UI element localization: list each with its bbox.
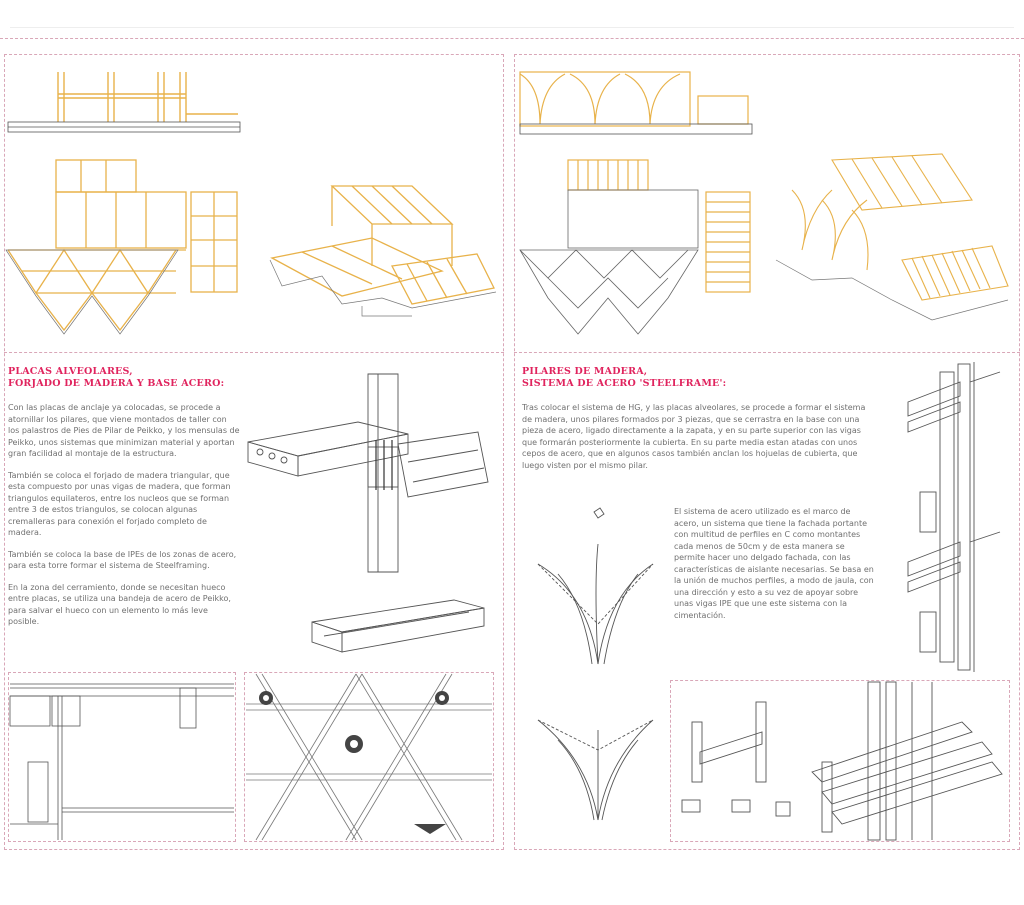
left-heading-line1: PLACAS ALVEOLARES,	[8, 366, 133, 377]
top-edge-line	[10, 27, 1014, 28]
steel-framing-detail	[672, 682, 1008, 840]
left-heading-line2: FORJADO DE MADERA Y BASE ACERO:	[8, 378, 225, 389]
left-axonometric-drawing	[262, 176, 498, 326]
tripod-column-plan	[528, 690, 668, 830]
left-paragraph: También se coloca la base de IPEs de los zonas de acero, para esta torre formar el sistema de Steelframing.	[8, 549, 237, 570]
column-connection-detail	[248, 372, 498, 582]
right-heading-line1: PILARES DE MADERA,	[522, 366, 648, 377]
right-mid-divider	[514, 352, 1020, 353]
left-body-text	[8, 402, 240, 638]
steel-frame-wall-detail	[900, 362, 1018, 672]
top-guide-line	[0, 38, 1024, 39]
right-paragraph-side: El sistema de acero utilizado es el marco de acero, un sistema que tiene la fachada portante con multitud de perfiles en C como montantes cada menos de 50cm y de esta manera se permite hacer uno delgado fachada, con las características de aislante necesarias. Se basa en la unión de muchos perfiles, a modo de jaula, con una dirección y esto a su vez de apoyar sobre unas vigas IPE que une este sistema con la cimentación.	[674, 507, 874, 620]
left-plan-drawing	[6, 158, 242, 338]
right-axonometric-drawing	[772, 150, 1012, 330]
right-body-text-side	[674, 506, 874, 631]
right-paragraph-top: Tras colocar el sistema de HG, y las placas alveolares, se procede a formar el sistema de madera, unos pilares formados por 3 piezas, que se cerrastra en la base con una pieza de acero, ligado directamente a la zapata, y en su parte superior con las vigas que formarán posteriormente la cubierta. En su parte media estan atadas con unos cepos de acero, que en algunos casos también anclan los hojuelas de cubierta, que luego visten por el mismo pilar.	[522, 403, 866, 470]
left-paragraph: También se coloca el forjado de madera triangular, que esta compuesto por unas vigas de madera, que forman triangulos equilateros, entre los nucleos que se forman entre 3 de estos triangulos, se colocan algunas cremalleras para conexión el forjado completo de madera.	[8, 470, 231, 537]
steel-tray-detail	[304, 592, 490, 658]
right-heading-line2: SISTEMA DE ACERO 'STEELFRAME':	[522, 378, 727, 389]
triangular-lattice-detail	[246, 674, 492, 840]
right-elevation-drawing	[520, 66, 752, 138]
left-mid-divider	[4, 352, 504, 353]
left-elevation-drawing	[8, 64, 240, 136]
right-plan-drawing	[518, 158, 754, 338]
wall-section-detail	[10, 674, 234, 840]
left-paragraph: En la zona del cerramiento, donde se necesitan hueco entre placas, se utiliza una bandeja de acero de Peikko, para salvar el hueco con un elemento lo más leve posible.	[8, 582, 231, 626]
tripod-column-elevation	[528, 504, 668, 674]
right-body-text-top	[522, 402, 872, 481]
left-paragraph: Con las placas de anclaje ya colocadas, se procede a atornillar los pilares, que viene montados de taller con los palastros de Pies de Pilar de Peikko, y los mensulas de Peikko, unos sistemas que minimizan material y aportan gran facilidad al montaje de la estructura.	[8, 403, 240, 458]
